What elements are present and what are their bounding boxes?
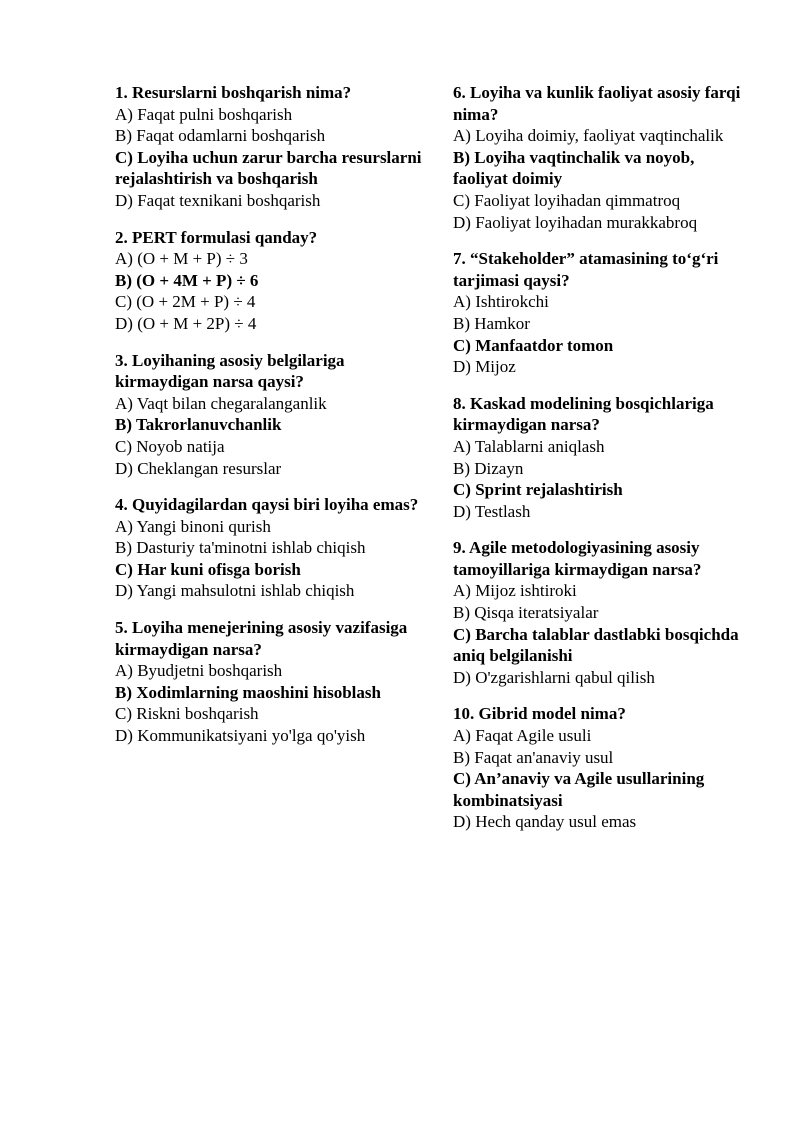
question-title: 7. “Stakeholder” atamasining to‘g‘ri tarjimasi qaysi? (453, 249, 719, 290)
answer-option-a: A) Byudjetni boshqarish (115, 661, 283, 681)
answer-option-b-correct: B) Xodimlarning maoshini hisoblash (115, 682, 381, 702)
answer-option-d: D) Faqat texnikani boshqarish (115, 190, 321, 210)
answer-option-c-correct: C) Loyiha uchun zarur barcha resurslarni rejalashtirish va boshqarish (115, 147, 422, 189)
question-title: 9. Agile metodologiyasining asosiy tamoyillariga kirmaydigan narsa? (453, 538, 702, 579)
answer-option-a: A) Mijoz ishtiroki (453, 581, 577, 601)
answer-option-d: D) Faoliyat loyihadan murakkabroq (453, 212, 698, 232)
answer-option-c-correct: C) An’anaviy va Agile usullarining kombinatsiyasi (453, 769, 705, 810)
question-9 (453, 537, 753, 688)
answer-option-c-correct: C) Har kuni ofisga borish (115, 559, 301, 579)
question-title: 6. Loyiha va kunlik faoliyat asosiy farqi nima? (453, 83, 741, 124)
answer-option-d: D) (O + M + 2P) ÷ 4 (115, 313, 257, 333)
answer-option-d: D) Yangi mahsulotni ishlab chiqish (115, 581, 355, 601)
question-4 (115, 494, 435, 602)
answer-option-c-correct: C) Sprint rejalashtirish (453, 480, 623, 500)
answer-option-a: A) Talablarni aniqlash (453, 436, 605, 456)
answer-option-a: A) Yangi binoni qurish (115, 516, 271, 536)
question-5 (115, 617, 435, 747)
answer-option-c-correct: C) Manfaatdor tomon (453, 335, 614, 355)
answer-option-b: B) Qisqa iteratsiyalar (453, 603, 599, 623)
question-title: 2. PERT formulasi qanday? (115, 227, 318, 247)
answer-option-d: D) O'zgarishlarni qabul qilish (453, 667, 655, 687)
answer-option-c: C) Noyob natija (115, 436, 225, 456)
question-title: 5. Loyiha menejerining asosiy vazifasiga kirmaydigan narsa? (115, 618, 408, 659)
answer-option-c: C) Riskni boshqarish (115, 704, 259, 724)
answer-option-d: D) Kommunikatsiyani yo'lga qo'yish (115, 726, 366, 746)
question-title: 10. Gibrid model nima? (453, 704, 626, 724)
answer-option-b-correct: B) (O + 4M + P) ÷ 6 (115, 270, 259, 290)
answer-option-b: B) Faqat an'anaviy usul (453, 747, 614, 767)
answer-option-a: A) Loyiha doimiy, faoliyat vaqtinchalik (453, 126, 724, 146)
answer-option-b: B) Dasturiy ta'minotni ishlab chiqish (115, 538, 366, 558)
question-7 (453, 248, 753, 378)
question-title: 8. Kaskad modelining bosqichlariga kirmaydigan narsa? (453, 393, 714, 435)
answer-option-c: C) Faoliyat loyihadan qimmatroq (453, 190, 681, 210)
answer-option-a: A) Vaqt bilan chegaralanganlik (115, 393, 327, 413)
answer-option-a: A) Faqat pulni boshqarish (115, 104, 293, 124)
answer-option-b: B) Dizayn (453, 458, 524, 478)
question-3 (115, 350, 435, 480)
answer-option-a: A) Faqat Agile usuli (453, 726, 592, 746)
question-1 (115, 82, 435, 212)
answer-option-c-correct: C) Barcha talablar dastlabki bosqichda aniq belgilanishi (453, 624, 739, 666)
answer-option-b-correct: B) Loyiha vaqtinchalik va noyob, faoliyat doimiy (453, 147, 695, 189)
question-title: 1. Resurslarni boshqarish nima? (115, 83, 352, 102)
answer-option-d: D) Mijoz (453, 357, 516, 377)
question-10 (453, 703, 753, 833)
answer-option-b-correct: B) Takrorlanuvchanlik (115, 415, 282, 435)
answer-option-b: B) Faqat odamlarni boshqarish (115, 126, 326, 146)
answer-option-a: A) Ishtirokchi (453, 292, 549, 312)
answer-option-a: A) (O + M + P) ÷ 3 (115, 249, 248, 269)
left-column (115, 82, 435, 762)
answer-option-d: D) Hech qanday usul emas (453, 812, 637, 832)
question-8 (453, 393, 753, 523)
right-column (453, 82, 753, 848)
question-title: 4. Quyidagilardan qaysi biri loyiha emas? (115, 495, 419, 515)
answer-option-c: C) (O + 2M + P) ÷ 4 (115, 292, 256, 312)
question-title: 3. Loyihaning asosiy belgilariga kirmaydigan narsa qaysi? (115, 350, 345, 392)
answer-option-d: D) Testlash (453, 501, 531, 521)
answer-option-b: B) Hamkor (453, 313, 530, 333)
answer-option-d: D) Cheklangan resurslar (115, 458, 282, 478)
question-2 (115, 227, 435, 335)
question-6 (453, 82, 753, 233)
